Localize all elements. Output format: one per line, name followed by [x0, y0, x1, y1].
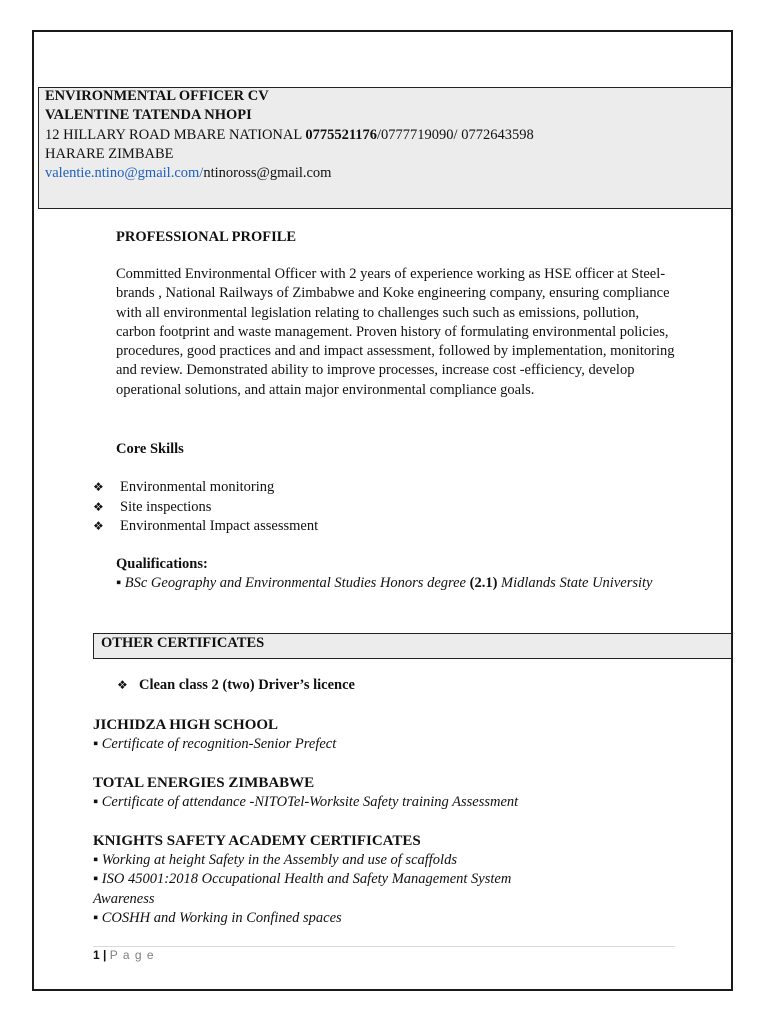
phone-primary: 0775521176	[305, 127, 378, 143]
page-footer	[93, 948, 155, 962]
qualifications-heading: Qualifications:	[116, 556, 208, 572]
core-skills-heading: Core Skills	[116, 441, 184, 457]
footer-separator: |	[99, 948, 110, 962]
certificate-item: ▪ COSHH and Working in Confined spaces	[93, 909, 342, 926]
licence-label: Clean class 2 (two) Driver’s licence	[139, 677, 355, 693]
qualification-university: Midlands State University	[497, 575, 653, 591]
cv-title: ENVIRONMENTAL OFFICER CV	[45, 88, 269, 104]
qualification-entry	[116, 574, 656, 594]
profile-section	[116, 265, 676, 400]
skill-label: Site inspections	[120, 498, 212, 515]
diamond-bullet-icon: ❖	[93, 480, 104, 494]
profile-text: Committed Environmental Officer with 2 years of experience working as HSE officer at Steel-brands , National Railways of Zimbabwe and Koke engineering company, ensuring compliance with all environmental legislation relating to challenges such such as emissions, pollution, carbon footprint and waste management. Proven history of formulating environmental policies, procedures, good practices and and impact assessment, followed by implementation, monitoring and review. Demonstrated ability to improve processes, increase cost -efficiency, develop operational solutions, and attain major environmental compliance goals.	[116, 266, 675, 398]
list-item	[93, 498, 318, 518]
diamond-bullet-icon: ❖	[93, 519, 104, 533]
certificate-item: ▪ Certificate of recognition-Senior Prefect	[93, 736, 337, 752]
qualification-grade: (2.1)	[469, 575, 498, 591]
email-line	[45, 164, 331, 183]
list-item	[93, 478, 318, 498]
phone-others: /0777719090/ 0772643598	[377, 127, 534, 143]
profile-heading: PROFESSIONAL PROFILE	[116, 229, 297, 245]
diamond-bullet-icon: ❖	[93, 499, 104, 514]
core-skills-list	[93, 478, 318, 537]
skill-label: Environmental monitoring	[120, 479, 275, 495]
licence-item	[117, 677, 355, 694]
email-primary-link[interactable]: valentie.ntino@gmail.com/	[45, 165, 204, 181]
page-label: P a g e	[109, 948, 155, 962]
certificate-item: Awareness	[93, 890, 155, 907]
certificate-item: ▪ Certificate of attendance -NITOTel-Worksite Safety training Assessment	[93, 794, 519, 810]
qualification-degree: ▪ BSc Geography and Environmental Studies Honors degree	[116, 575, 470, 591]
certificate-group	[93, 831, 511, 928]
certificate-group	[93, 715, 336, 754]
diamond-bullet-icon: ❖	[117, 678, 128, 692]
other-certificates-heading: OTHER CERTIFICATES	[93, 633, 732, 659]
candidate-name: VALENTINE TATENDA NHOPI	[45, 107, 252, 123]
issuer-name: KNIGHTS SAFETY ACADEMY CERTIFICATES	[93, 833, 421, 849]
issuer-name: JICHIDZA HIGH SCHOOL	[93, 717, 279, 733]
page-number: 1	[93, 948, 100, 962]
footer-divider	[93, 946, 675, 947]
certificate-group	[93, 773, 518, 812]
skill-label: Environmental Impact assessment	[120, 518, 319, 534]
address-phone-line	[45, 126, 534, 145]
list-item	[93, 517, 318, 537]
certificate-item: ▪ Working at height Safety in the Assembly and use of scaffolds	[93, 852, 457, 868]
city: HARARE ZIMBABE	[45, 146, 174, 162]
address: 12 HILLARY ROAD MBARE NATIONAL	[45, 127, 306, 143]
issuer-name: TOTAL ENERGIES ZIMBABWE	[93, 775, 315, 791]
certificate-item: ▪ ISO 45001:2018 Occupational Health and Safety Management System	[93, 871, 512, 888]
email-secondary: ntinoross@gmail.com	[203, 165, 332, 181]
